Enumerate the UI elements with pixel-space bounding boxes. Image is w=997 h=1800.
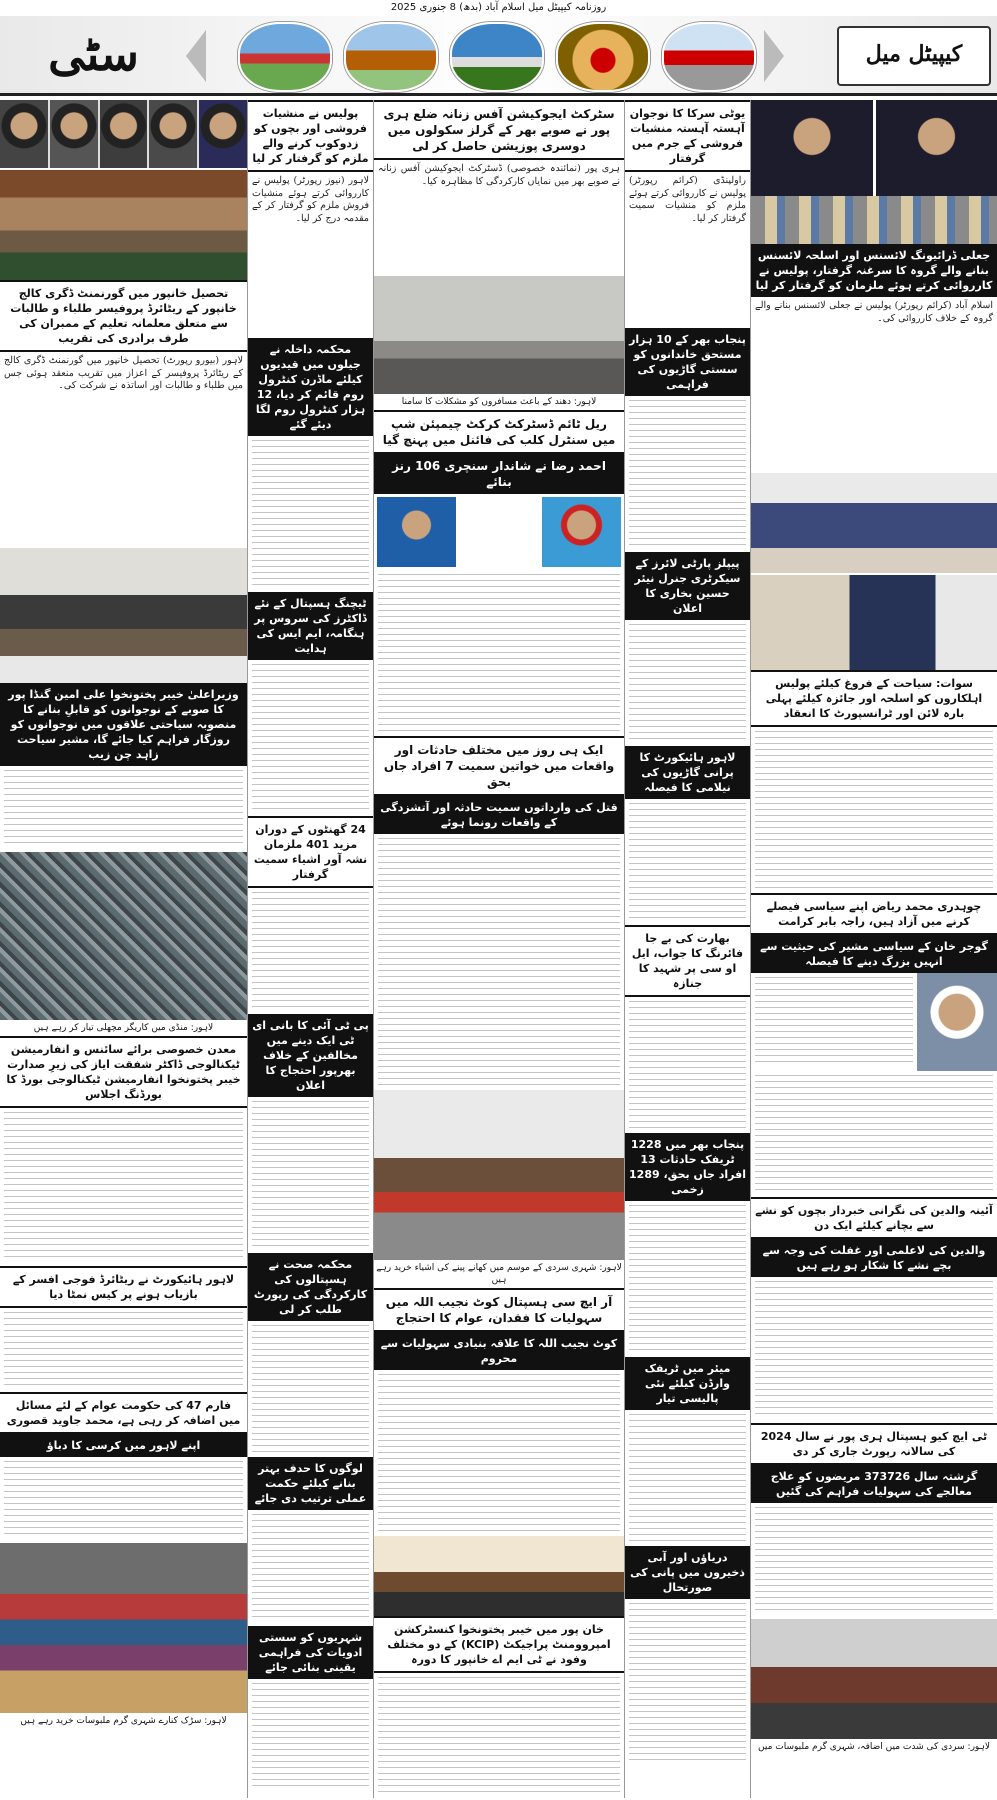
- text-lines: [755, 1281, 993, 1419]
- chevron-right-icon: [764, 30, 784, 82]
- article-body: [625, 997, 750, 1133]
- text-lines: [252, 664, 369, 812]
- headline: والدین کی لاعلمی اور غفلت کی وجہ سے بچے نشے کا شکار ہو رہے ہیں: [751, 1239, 997, 1277]
- article-body: [0, 766, 247, 852]
- article-body: [374, 834, 624, 1090]
- text-lines: [755, 1075, 993, 1193]
- photo-food-stall: [374, 1090, 624, 1260]
- article-body: [625, 1410, 750, 1546]
- headline: لاہور ہائیکورٹ کا پرانی گاڑیوں کی نیلامی کا فیصلہ: [625, 746, 750, 799]
- text-lines: [4, 1461, 243, 1539]
- headline: بھارت کی بے جا فائرنگ کا جواب، ایل او سی پر شہید کا جنازہ: [625, 925, 750, 997]
- text-lines: [629, 803, 746, 921]
- headline: پنجاب بھر کے 10 ہزار مستحق خاندانوں کو سستی گاڑیوں کی فراہمی: [625, 328, 750, 396]
- photo-officer-1: [751, 100, 873, 196]
- brand-logo: [837, 26, 991, 86]
- headline: شہریوں کو سستی ادویات کی فراہمی یقینی بنائی جائے: [248, 1626, 373, 1679]
- masthead-photo-bridge: [238, 22, 332, 92]
- article-body: ہری پور (نمائندہ خصوصی) ڈسٹرکٹ ایجوکیشن آفس زنانہ نے صوبے بھر میں نمایاں کارکردگی کا مظاہرہ کیا۔: [378, 163, 620, 187]
- text-lines: [252, 1514, 369, 1622]
- article-body: [248, 1097, 373, 1253]
- article-body: [248, 660, 373, 816]
- chevron-left-icon: [186, 30, 206, 82]
- text-lines: [755, 977, 913, 1067]
- article-body: [374, 1673, 624, 1798]
- column-1: [0, 100, 248, 1798]
- photo-clothes-stall: [0, 1543, 247, 1713]
- headline: میئر میں ٹریفک وارڈن کیلئے نئی پالیسی تیار: [625, 1357, 750, 1410]
- text-lines: [629, 1603, 746, 1761]
- headline: جعلی ڈرائیونگ لائسنس اور اسلحہ لائسنس بنانے والے گروہ کا سرغنہ گرفتار، پولیس نے کارروائی کرتے ہوئے ملزمان کو گرفتار کر لیا: [751, 244, 997, 297]
- photo-caption: لاہور: منڈی میں کاریگر مچھلی تیار کر رہے ہیں: [33, 1023, 214, 1033]
- photo-meeting-hall: [0, 170, 247, 280]
- text-lines: [252, 892, 369, 1010]
- article-body: [460, 497, 539, 567]
- text-lines: [378, 1677, 620, 1795]
- article-body: [751, 1071, 997, 1197]
- headline: پیپلز پارٹی لائرز کے سیکرٹری جنرل نیئر حسین بخاری کا اعلان: [625, 552, 750, 620]
- photo-player-2: [542, 497, 621, 567]
- text-lines: [4, 1312, 243, 1388]
- headline: سٹرکٹ ایجوکیشن آفس زنانہ ضلع ہری پور نے صوبے بھر کے گرلز سکولوں میں دوسری پوزیشن حاصل کر لی: [374, 100, 624, 160]
- masthead-photo-train: [556, 22, 650, 92]
- masthead: [0, 16, 997, 96]
- headline: تحصیل خانپور میں گورنمنٹ ڈگری کالج خانپور کے ریٹائرڈ پروفیسر طلباء و طالبات سے متعلق معلمانہ تعلیم کے ممبران کی طرف برادری کی تقریب: [0, 280, 247, 352]
- headline: اپنے لاہور میں کرسی کا دباؤ: [0, 1434, 247, 1457]
- text-lines: [378, 1374, 620, 1532]
- article-body: راولپنڈی (کرائم رپورٹر) پولیس نے کارروائی کرتے ہوئے ملزم کو منشیات سمیت گرفتار کر لیا۔: [629, 175, 746, 224]
- photo-player-1: [377, 497, 456, 567]
- headline: پی ٹی آئی کا بانی ای ٹی ایک دینے میں مخالفین کے خلاف بھرپور احتجاج کا اعلان: [248, 1014, 373, 1097]
- headline: ایک ہی روز میں مختلف حادثات اور واقعات میں خواتین سمیت 7 افراد جاں بحق: [374, 736, 624, 796]
- article-body: [751, 1503, 997, 1619]
- text-lines: [629, 624, 746, 742]
- photo-caption: لاہور: سردی کی شدت میں اضافہ، شہری گرم ملبوسات میں: [758, 1742, 990, 1752]
- column-2: [248, 100, 374, 1798]
- article-body: [625, 799, 750, 925]
- text-lines: [629, 1414, 746, 1542]
- text-lines: [629, 1205, 746, 1353]
- article-body: [0, 1108, 247, 1266]
- text-lines: [629, 1001, 746, 1129]
- photo-fish-market: [0, 852, 247, 1020]
- article-body: [751, 1277, 997, 1423]
- text-lines: [252, 1325, 369, 1453]
- headline: معدن خصوصی برائے سائنس و انفارمیشن ٹیکنالوجی ڈاکٹر شفقت ایاز کی زیرِ صدارت خیبر پختونخوا انفارمیشن ٹیکنالوجی بورڈ کا بورڈنگ اجلاس: [0, 1036, 247, 1108]
- article-body: لاہور (بیورو رپورٹ) تحصیل خانپور میں گورنمنٹ ڈگری کالج کے ریٹائرڈ پروفیسر کے اعزاز میں تقریب منعقد ہوئی جس میں طلباء و طالبات اور اساتذہ نے شرکت کی۔: [4, 355, 243, 392]
- headline: دریاؤں اور آبی ذخیروں میں پانی کی صورتحال: [625, 1546, 750, 1599]
- article-body: [374, 1370, 624, 1536]
- column-3: [374, 100, 625, 1798]
- headline: گزشتہ سال 373726 مریضوں کو علاج معالجے کی سہولیات فراہم کی گئیں: [751, 1465, 997, 1503]
- headline: چوہدری محمد ریاض اپنے سیاسی فیصلے کرنے میں آزاد ہیں، راجہ بابر کرامت: [751, 893, 997, 935]
- headline: 24 گھنٹوں کے دوران مزید 401 ملزمان نشہ آور اشیاء سمیت گرفتار: [248, 816, 373, 888]
- photo-caption: لاہور: شہری سردی کے موسم میں کھانے پینے کی اشیاء خرید رہے ہیں: [376, 1263, 622, 1285]
- article-body: [248, 1679, 373, 1795]
- column-5: [751, 100, 997, 1798]
- headline: آئینہ والدین کی نگرانی خبردار بچوں کو نشے سے بچانے کیلئے ایک دن: [751, 1197, 997, 1239]
- headline: احمد رضا نے شاندار سنچری 106 رنز بنائے: [374, 454, 624, 494]
- photo-cricketers: [374, 494, 624, 570]
- masthead-photo-monument: [344, 22, 438, 92]
- article-body: [248, 888, 373, 1014]
- dateline: روزنامہ کیپیٹل میل اسلام آباد (بدھ) 8 جنوری 2025: [390, 2, 607, 13]
- article-body: [751, 973, 917, 1071]
- article-body: [248, 1510, 373, 1626]
- photo-foggy-street: [374, 276, 624, 394]
- article-body: [625, 620, 750, 746]
- headline: لاہور ہائیکورٹ نے ریٹائرڈ فوجی افسر کے بازیاب ہونے پر کیس نمٹا دیا: [0, 1266, 247, 1308]
- headline: خان پور میں خیبر پختونخوا کنسٹرکشن امپروومنٹ پراجیکٹ (KCIP) کے دو مختلف وفود نے ٹی ایم اے خانپور کا دورہ: [374, 1616, 624, 1673]
- headline: ٹی ایچ کیو ہسپتال ہری پور نے سال 2024 کی سالانہ رپورٹ جاری کر دی: [751, 1423, 997, 1465]
- text-lines: [252, 1683, 369, 1791]
- headline: وزیراعلیٰ خیبر پختونخوا علی امین گنڈا پور کا صوبے کے نوجوانوں کو قابلِ بنانے کا منصوبہ سیاحتی علاقوں میں نوجوانوں کو روزگار فراہم کیا جائے گا، مشیر سیاحت زاہد چن زیب: [0, 683, 247, 766]
- text-lines: [755, 731, 993, 889]
- article-with-portrait: [751, 973, 997, 1071]
- headline: لوگوں کا حدف بہتر بنانے کیلئے حکمت عملی ترتیب دی جائے: [248, 1457, 373, 1510]
- photo-portrait: [917, 973, 997, 1071]
- headline: ریل ٹائم ڈسٹرکٹ کرکٹ چیمپئن شپ میں سنٹرل کلب کی فائنل میں پہنچ گیا: [374, 410, 624, 454]
- headline: قتل کی وارداتوں سمیت حادثہ اور آتشزدگی کے واقعات رونما ہوئے: [374, 796, 624, 834]
- text-lines: [629, 400, 746, 548]
- photo-officer-2: [876, 100, 997, 196]
- headline: ٹیچنگ ہسپتال کے نئے ڈاکٹرز کی سروس پر ہنگامہ، ایم ایس کی ہدایت: [248, 592, 373, 660]
- article-body: [625, 396, 750, 552]
- masthead-photo-mosque: [450, 22, 544, 92]
- photo-office-visit: [374, 1536, 624, 1616]
- headline: گوجر خان کے سیاسی مشیر کی حیثیت سے انہیں بزرگ دینے کا فیصلہ: [751, 935, 997, 973]
- article-body: [374, 570, 624, 736]
- headline: محکمہ داخلہ نے جیلوں میں قیدیوں کیلئے ماڈرن کنٹرول روم قائم کر دیا، 12 ہزار کنٹرول روم لگا دیئے گئے: [248, 338, 373, 436]
- article-body: [0, 1308, 247, 1392]
- photo-police-office: [751, 575, 997, 670]
- article-body: [248, 1321, 373, 1457]
- photo-police-meeting: [751, 473, 997, 573]
- text-lines: [252, 440, 369, 588]
- text-lines: [378, 574, 620, 732]
- headline: فارم 47 کی حکومت عوام کے لئے مسائل میں اضافہ کر رہی ہے، محمد جاوید قصوری: [0, 1392, 247, 1434]
- article-body: [751, 727, 997, 893]
- photo-caption: لاہور: سڑک کنارے شہری گرم ملبوسات خرید رہے ہیں: [20, 1716, 227, 1726]
- text-lines: [252, 1101, 369, 1249]
- article-body: [625, 1599, 750, 1765]
- brand-name: کیپیٹل میل: [865, 41, 963, 67]
- article-body: [248, 436, 373, 592]
- photo-office-meeting: [0, 548, 247, 683]
- headline: پنجاب بھر میں 1228 ٹریفک حادثات 13 افراد جاں بحق، 1289 زخمی: [625, 1133, 750, 1201]
- text-lines: [378, 838, 620, 1086]
- headline: آر ایچ سی ہسپتال کوٹ نجیب اللہ میں سہولیات کا فقدان، عوام کا احتجاج: [374, 1288, 624, 1332]
- text-lines: [4, 1112, 243, 1262]
- photo-seized-items: [751, 196, 997, 244]
- article-body: [0, 1457, 247, 1543]
- article-body: لاہور (نیوز رپورٹر) پولیس نے کارروائی کرتے ہوئے منشیات فروش ملزم کو گرفتار کر کے مقدمہ درج کر لیا۔: [252, 175, 369, 224]
- headline: محکمہ صحت نے ہسپتالوں کی کارکردگی کی رپورٹ طلب کر لی: [248, 1253, 373, 1321]
- column-4: [625, 100, 751, 1798]
- photo-caption: لاہور: دھند کے باعث مسافروں کو مشکلات کا سامنا: [401, 397, 597, 407]
- article-body: اسلام آباد (کرائم رپورٹر) پولیس نے جعلی لائسنس بنانے والے گروہ کے خلاف کارروائی کی۔: [755, 300, 993, 324]
- photo-police-officers: [751, 100, 997, 196]
- headline: کوٹ نجیب اللہ کا علاقہ بنیادی سہولیات سے محروم: [374, 1332, 624, 1370]
- headline: سوات: سیاحت کے فروغ کیلئے پولیس اہلکاروں کو اسلحہ اور جائزہ کیلئے پہلی بارہ لائن اور ٹرانسپورٹ کا انعقاد: [751, 670, 997, 727]
- photo-street-scene: [751, 1619, 997, 1739]
- article-body: [625, 1201, 750, 1357]
- section-title: سٹی: [48, 27, 139, 81]
- text-lines: [4, 770, 243, 848]
- photo-portraits: [0, 100, 247, 168]
- headline: یوٹی سرکا کا نوجوان آہستہ آہستہ منشیات فروشی کے جرم میں گرفتار: [625, 100, 750, 172]
- headline: پولیس نے منشیات فروشی اور بچوں کو زدوکوب کرنے والے ملزم کو گرفتار کر لیا: [248, 100, 373, 172]
- masthead-photo-metro: [662, 22, 756, 92]
- text-lines: [755, 1507, 993, 1615]
